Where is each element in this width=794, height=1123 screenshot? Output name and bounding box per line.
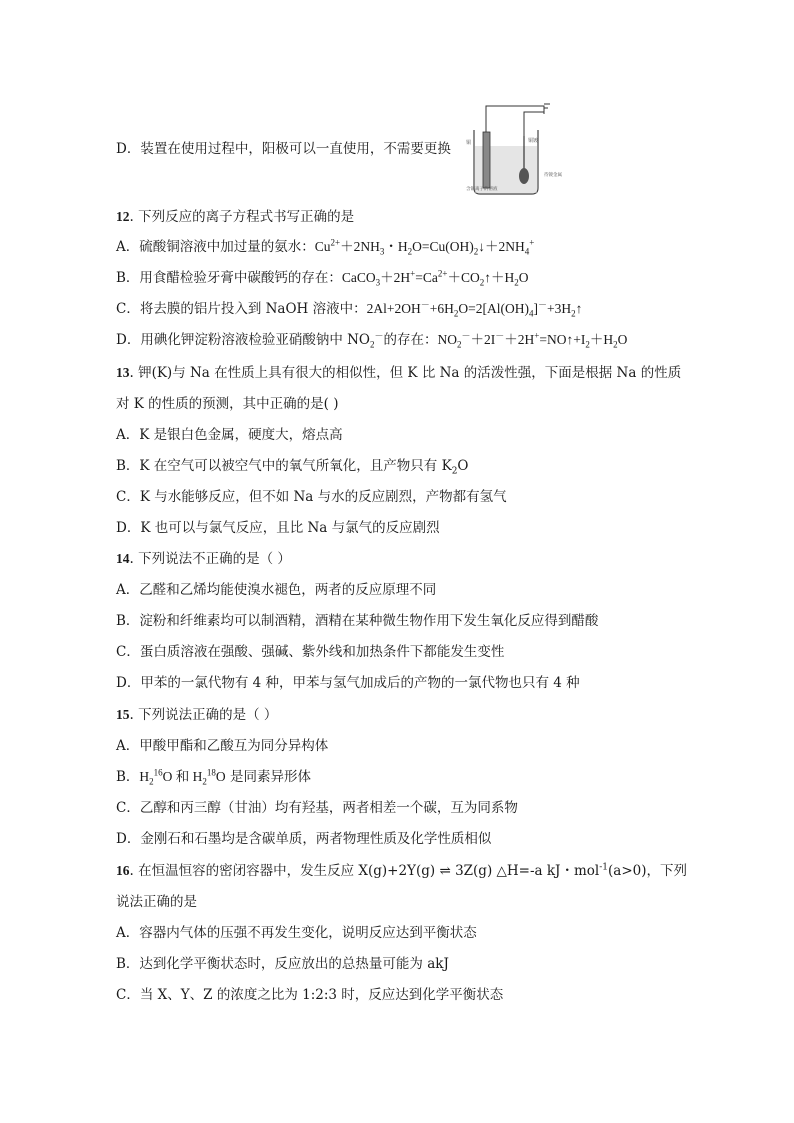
q14-stem: 14. 下列说法不正确的是（ ） <box>116 551 291 567</box>
q16-option-a: A．容器内气体的压强不再发生变化，说明反应达到平衡状态 <box>116 925 477 941</box>
figure-label-left: 铜 <box>466 140 472 146</box>
q15-option-c: C．乙醇和丙三醇（甘油）均有羟基，两者相差一个碳，互为同系物 <box>116 800 518 816</box>
q14-option-a: A．乙醛和乙烯均能使溴水褪色，两者的反应原理不同 <box>116 582 437 598</box>
q15-stem: 15. 下列说法正确的是（ ） <box>116 707 278 723</box>
q11-option-d: D．装置在使用过程中，阳极可以一直使用，不需要更换 <box>116 141 451 157</box>
q13-stem-line2: 对 K 的性质的预测，其中正确的是( ) <box>116 396 339 412</box>
q12-option-d: D．用碘化钾淀粉溶液检验亚硝酸钠中 $NO_2^-$的存在：$NO_2^-+2I^-+2H^+=NO↑+I_2+H_2O$ <box>116 330 628 350</box>
figure-label-solution: 含铜离子的溶液 <box>466 187 498 192</box>
q16-option-b: B．达到化学平衡状态时，反应放出的总热量可能为 akJ <box>116 956 449 972</box>
q13-stem-line1: 13. 钾(K)与 Na 在性质上具有很大的相似性，但 K 比 Na 的活泼性强，下面是根据 Na 的性质 <box>116 365 682 381</box>
q12-option-c: C．将去膜的铝片投入到 NaOH 溶液中：$2Al+2OH^-+6H_2O=2[Al(OH)_4]^-+3H_2↑$ <box>116 299 583 319</box>
q13-option-c: C．K 与水能够反应，但不如 Na 与水的反应剧烈，产物都有氢气 <box>116 489 507 505</box>
q16-stem-line1: 16. 在恒温恒容的密闭容器中，发生反应 X(g)+2Y(g) ⇌ 3Z(g) △H=-a kJ・mol$^{-1}$(a>0)，下列 <box>116 862 687 879</box>
q15-option-d: D．金刚石和石墨均是含碳单质，两者物理性质及化学性质相似 <box>116 831 492 847</box>
q14-option-d: D．甲苯的一氯代物有 4 种，甲苯与氢气加成后的产物的一氯代物也只有 4 种 <box>116 675 580 691</box>
q13-option-d: D．K 也可以与氯气反应，且比 Na 与氯气的反应剧烈 <box>116 520 440 536</box>
q13-option-b: B．K 在空气可以被空气中的氧气所氧化，且产物只有 $K_2O$ <box>116 458 469 477</box>
q14-option-c: C．蛋白质溶液在强酸、强碱、紫外线和加热条件下都能发生变性 <box>116 644 505 660</box>
q14-option-b: B．淀粉和纤维素均可以制酒精，酒精在某种微生物作用下发生氧化反应得到醋酸 <box>116 613 599 629</box>
electroplating-apparatus-figure <box>466 102 576 198</box>
q16-stem-line2: 说法正确的是 <box>116 894 197 910</box>
q15-option-b: B．$H_2^{16}O$ 和 $H_2^{18}O$ 是同素异形体 <box>116 767 311 787</box>
q12-option-b: B．用食醋检验牙膏中碳酸钙的存在：$CaCO_3+2H^+=Ca^{2+}+CO_2↑+H_2O$ <box>116 268 529 288</box>
q13-option-a: A．K 是银白色金属，硬度大，熔点高 <box>116 427 343 443</box>
equilibrium-arrow-icon: ⇌ <box>435 863 456 879</box>
q12-option-a: A．硫酸铜溶液中加过量的氨水：$Cu^{2+}+2NH_3$・$H_2O=Cu(OH)_2↓+2NH_4^+$ <box>116 237 535 257</box>
q12-stem: 12. 下列反应的离子方程式书写正确的是 <box>116 209 355 225</box>
figure-label-right: 铜镀 <box>528 138 539 144</box>
q16-option-c: C．当 X、Y、Z 的浓度之比为 1:2:3 时，反应达到化学平衡状态 <box>116 987 504 1003</box>
figure-label-note: 待镀金属 <box>544 173 562 178</box>
q15-option-a: A．甲酸甲酯和乙酸互为同分异构体 <box>116 738 329 754</box>
